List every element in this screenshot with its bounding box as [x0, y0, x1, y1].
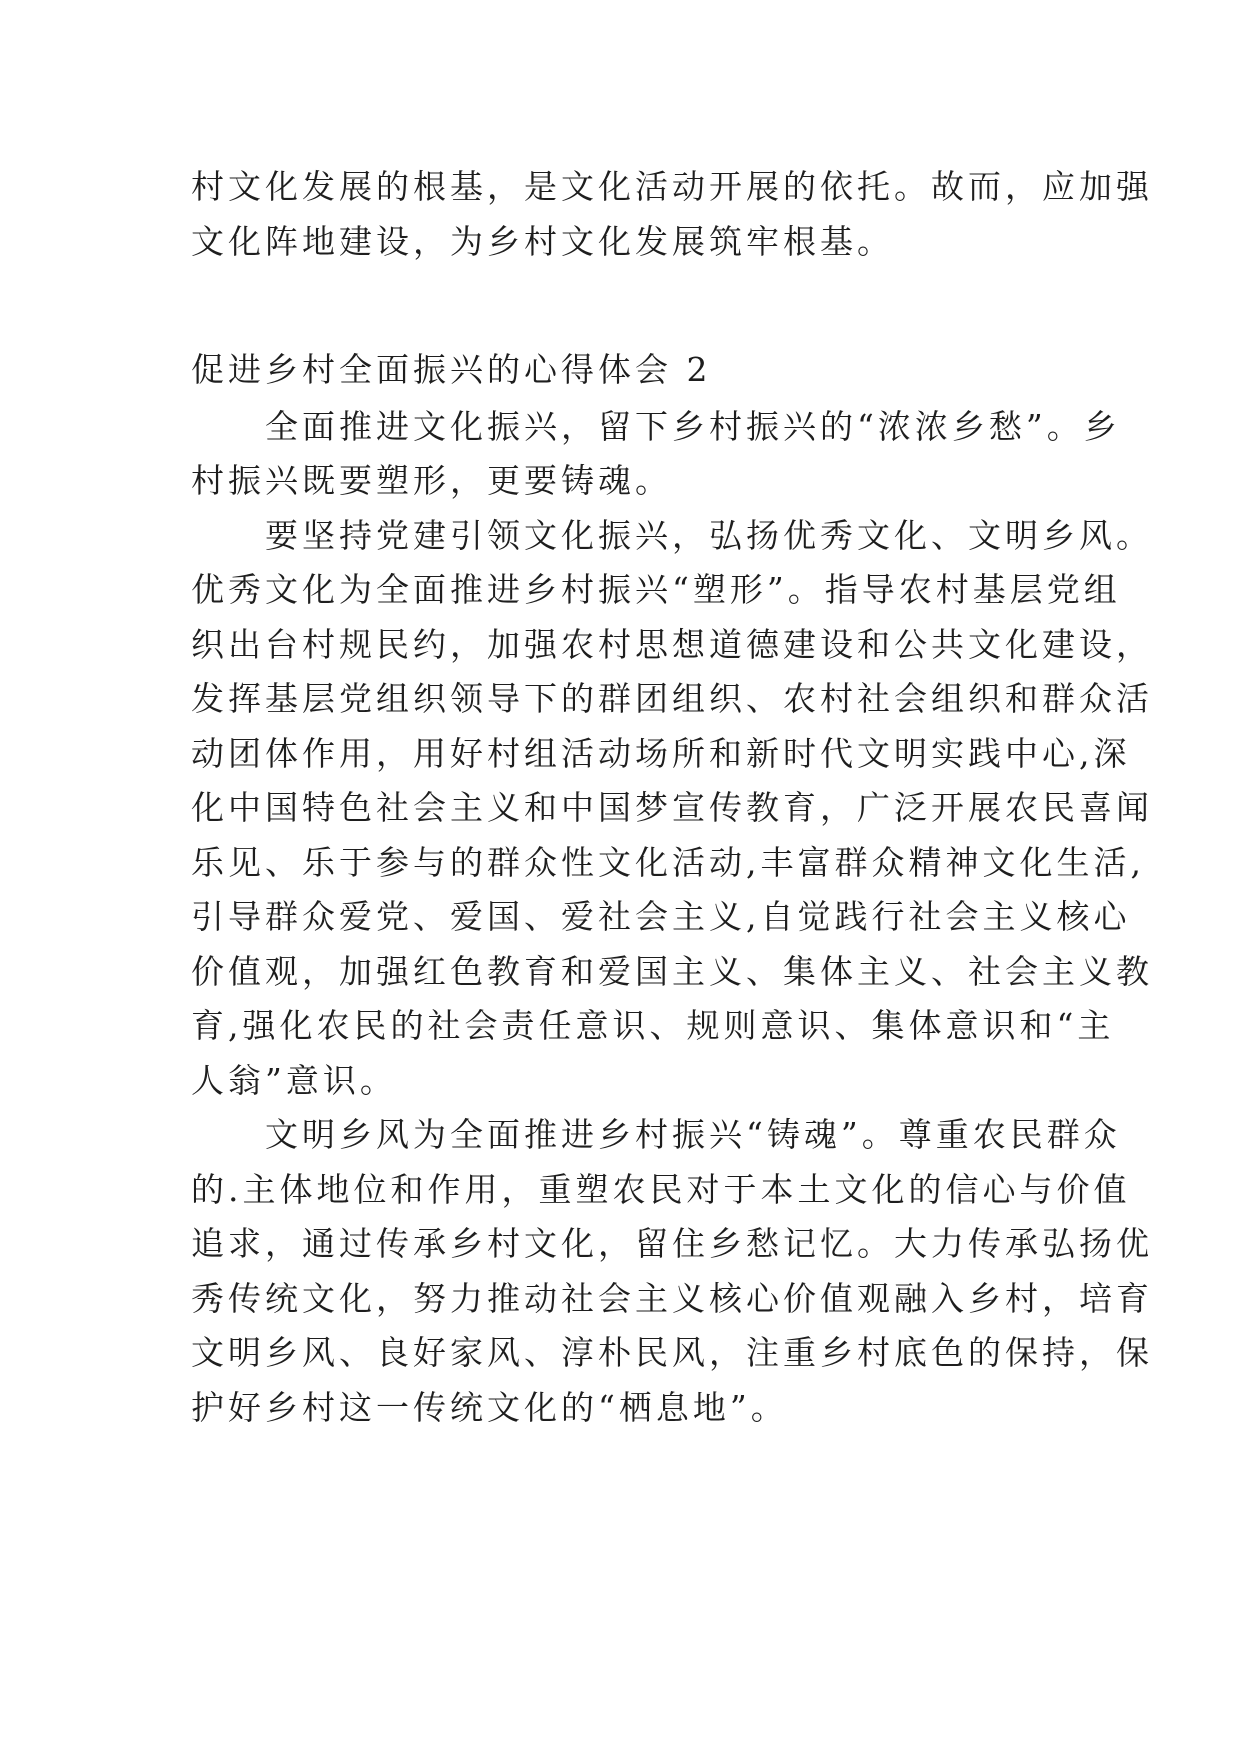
text-line: 文化阵地建设，为乡村文化发展筑牢根基。	[191, 221, 894, 261]
text-line: 人翁”意识。	[191, 1060, 397, 1100]
paragraph-2	[191, 509, 1153, 1109]
spacer	[191, 313, 1051, 343]
text-line: 引导群众爱党、爱国、爱社会主义,自觉践行社会主义核心	[191, 897, 1131, 936]
text-line: 化中国特色社会主义和中国梦宣传教育，广泛开展农民喜闻	[191, 788, 1153, 827]
text-line: 秀传统文化，努力推动社会主义核心价值观融入乡村，培育	[191, 1278, 1153, 1318]
text-line: 动团体作用，用好村组活动场所和新时代文明实践中心,深	[191, 733, 1131, 773]
text-line: 追求，通过传承乡村文化，留住乡愁记忆。大力传承弘扬优	[191, 1224, 1153, 1263]
text-line: 发挥基层党组织领导下的群团组织、农村社会组织和群众活	[191, 679, 1153, 718]
text-line: 价值观，加强红色教育和爱国主义、集体主义、社会主义教	[191, 951, 1153, 991]
text-line: 全面推进文化振兴，留下乡村振兴的“浓浓乡愁”。乡	[191, 406, 1121, 446]
text-line: 文明乡风、良好家风、淳朴民风，注重乡村底色的保持，保	[191, 1333, 1153, 1372]
section-gap	[191, 269, 1051, 313]
intro-paragraph	[191, 160, 1153, 269]
text-line: 文明乡风为全面推进乡村振兴“铸魂”。尊重农民群众	[191, 1115, 1121, 1154]
paragraph-1	[191, 400, 1121, 509]
text-line: 乐见、乐于参与的群众性文化活动,丰富群众精神文化生活,	[191, 842, 1145, 882]
text-line: 优秀文化为全面推进乡村振兴“塑形”。指导农村基层党组	[191, 570, 1121, 609]
document-body	[191, 160, 1153, 1435]
paragraph-3	[191, 1108, 1153, 1435]
text-line: 的.主体地位和作用，重塑农民对于本土文化的信心与价值	[191, 1169, 1131, 1209]
text-line: 织出台村规民约，加强农村思想道德建设和公共文化建设，	[191, 624, 1153, 664]
text-line: 育,强化农民的社会责任意识、规则意识、集体意识和“主	[191, 1006, 1115, 1045]
text-line: 要坚持党建引领文化振兴，弘扬优秀文化、文明乡风。	[191, 515, 1153, 555]
text-line: 村振兴既要塑形，更要铸魂。	[191, 461, 672, 500]
section-heading: 促进乡村全面振兴的心得体会 2	[191, 350, 712, 389]
text-line: 村文化发展的根基，是文化活动开展的依托。故而，应加强	[191, 167, 1153, 206]
text-line: 护好乡村这一传统文化的“栖息地”。	[191, 1387, 788, 1427]
